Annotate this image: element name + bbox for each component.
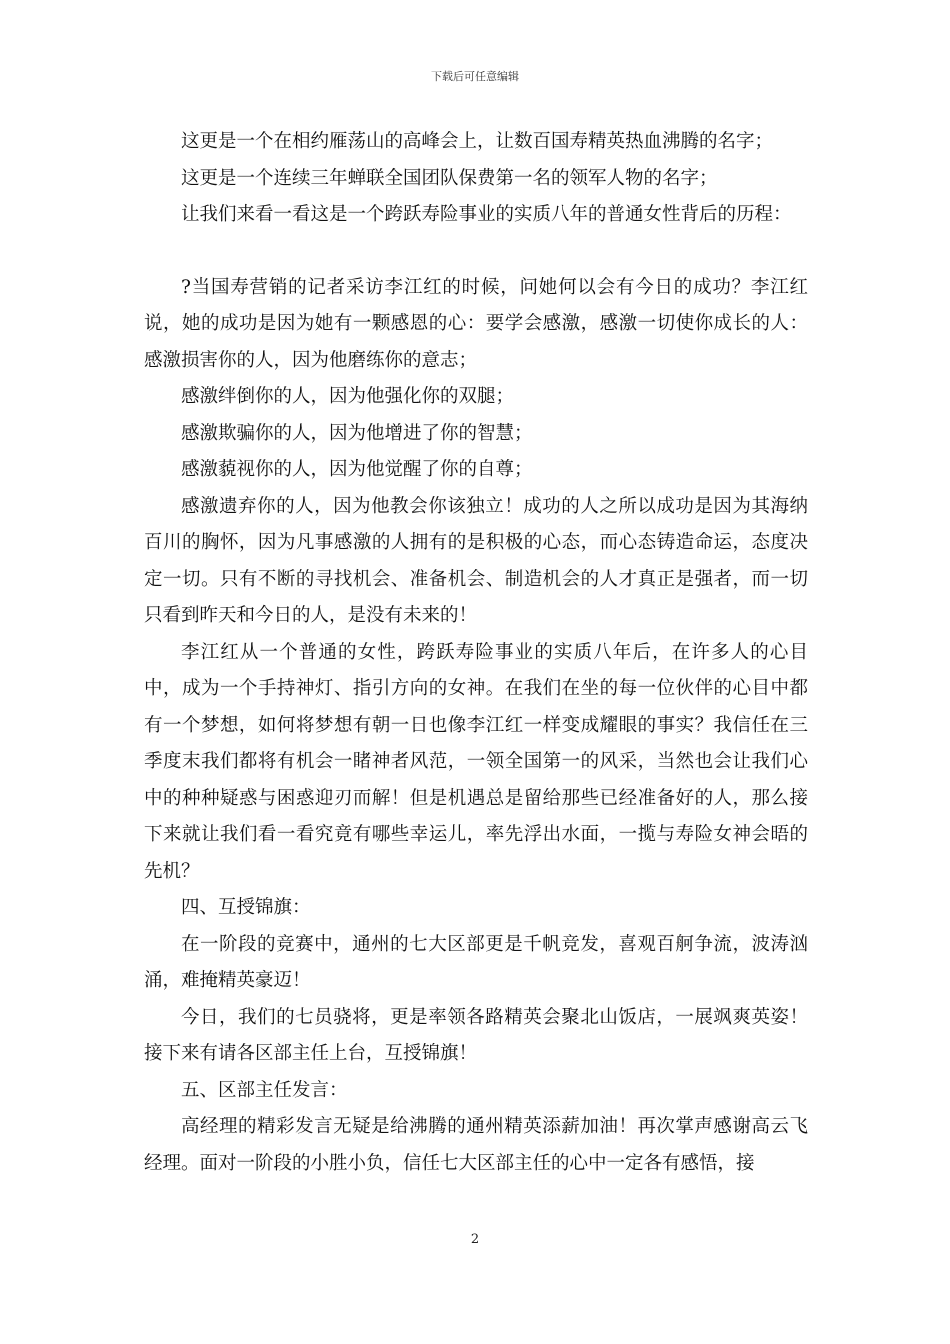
page-header: 下载后可任意编辑: [431, 70, 519, 83]
paragraph: 让我们来看一看这是一个跨跃寿险事业的实质八年的普通女性背后的历程：: [181, 204, 792, 225]
paragraph: 今日，我们的七员骁将，更是率领各路精英会聚北山饭店，一展飒爽英姿！接下来有请各区部主任上台，互授锦旗！: [144, 1006, 808, 1064]
paragraph: 这更是一个连续三年蝉联全国团队保费第一名的领军人物的名字；: [181, 167, 718, 189]
paragraph: 感激欺骗你的人，因为他增进了你的智慧；: [181, 422, 533, 444]
paragraph: 感激藐视你的人，因为他觉醒了你的自尊；: [181, 459, 533, 480]
blank-line: [144, 234, 808, 270]
paragraph: 感激绊倒你的人，因为他强化你的双腿；: [181, 386, 515, 407]
document-body: [144, 124, 808, 1182]
section-heading: 五、区部主任发言：: [181, 1079, 348, 1101]
paragraph: 感激遗弃你的人，因为他教会你该独立！成功的人之所以成功是因为其海纳百川的胸怀，因为凡事感激的人拥有的是积极的心态，而心态铸造命运，态度决定一切。只有不断的寻找机会、准备机会、制造机会的人才真正是强者，而一切只看到昨天和今日的人，是没有未来的！: [144, 495, 808, 626]
paragraph: ?当国寿营销的记者采访李江红的时候，问她何以会有今日的成功？李江红说，她的成功是因为她有一颗感恩的心：要学会感激，感激一切使你成长的人：感激损害你的人，因为他磨练你的意志；: [144, 276, 808, 371]
paragraph: 这更是一个在相约雁荡山的高峰会上，让数百国寿精英热血沸腾的名字；: [181, 131, 774, 152]
paragraph: 高经理的精彩发言无疑是给沸腾的通州精英添薪加油！再次掌声感谢高云飞经理。面对一阶段的小胜小负，信任七大区部主任的心中一定各有感悟，接: [144, 1116, 808, 1174]
paragraph: 李江红从一个普通的女性，跨跃寿险事业的实质八年后，在许多人的心目中，成为一个手持神灯、指引方向的女神。在我们在坐的每一位伙伴的心目中都有一个梦想，如何将梦想有朝一日也像李江红一样变成耀眼的事实？我信任在三季度末我们都将有机会一睹神者风范，一领全国第一的风采，当然也会让我们心中的种种疑惑与困惑迎刃而解！但是机遇总是留给那些已经准备好的人，那么接下来就让我们看一看究竟有哪些幸运儿，率先浮出水面，一揽与寿险女神会晤的先机？: [144, 641, 808, 882]
section-heading: 四、互授锦旗：: [181, 897, 311, 918]
page-number: 2: [470, 1232, 480, 1247]
paragraph: 在一阶段的竞赛中，通州的七大区部更是千帆竞发，喜观百舸争流，波涛汹涌，难掩精英豪迈！: [144, 933, 808, 991]
